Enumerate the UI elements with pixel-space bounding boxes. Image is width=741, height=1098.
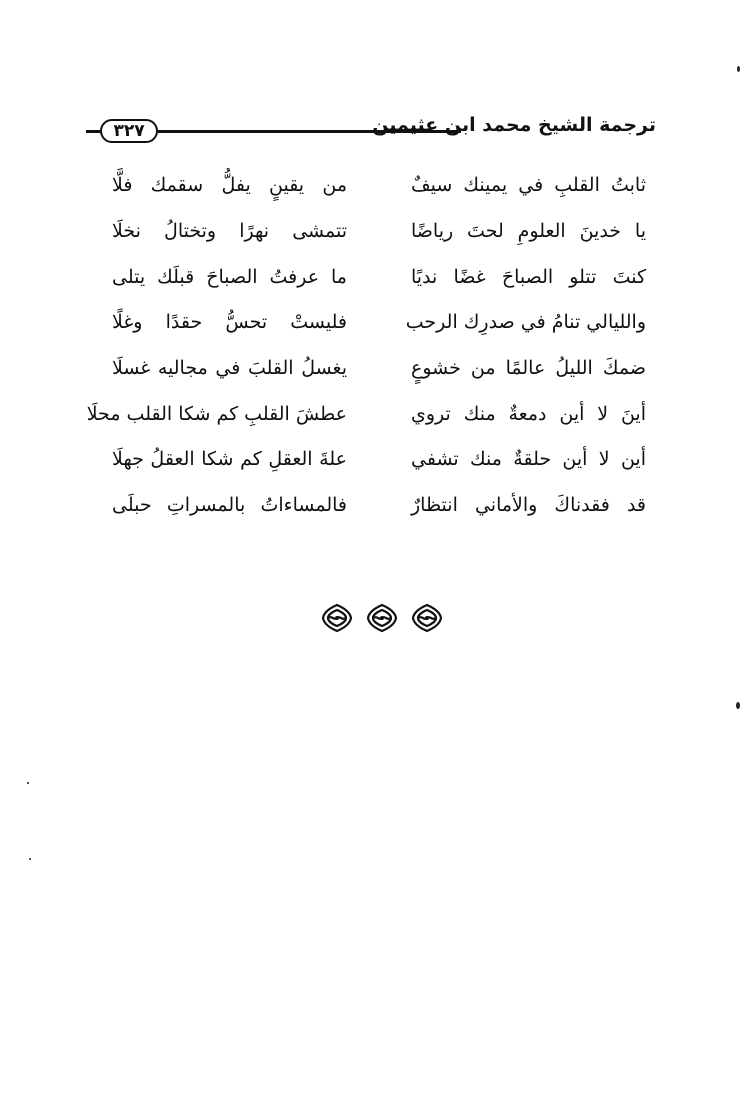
verse xyxy=(100,254,650,300)
header-rule-left xyxy=(86,130,100,133)
second-hemistich: عطشَ القلبِ كم شكا القلب محلَا xyxy=(86,402,347,425)
first-hemistich: يا خدينَ العلومِ لحتَ رياضًا xyxy=(411,220,646,243)
floral-ornament-icon xyxy=(320,603,354,633)
second-hemistich: ما عرفتُ الصباحَ قبلَك يتلى xyxy=(112,265,347,288)
page-header xyxy=(86,112,656,152)
page-number-text: ٣٢٧ xyxy=(113,121,145,141)
scan-speck xyxy=(737,66,740,72)
floral-ornament-icon xyxy=(365,603,399,633)
verse xyxy=(100,163,650,209)
first-hemistich: أينَ لا أين دمعةٌ منك تروي xyxy=(411,402,646,425)
verse xyxy=(100,483,650,529)
second-hemistich: علةَ العقلِ كم شكا العقلُ جهلَا xyxy=(112,448,347,471)
first-hemistich: كنتَ تتلو الصباحَ غضًا نديًا xyxy=(411,265,646,288)
verse xyxy=(100,437,650,483)
page-number xyxy=(100,119,158,143)
first-hemistich: ثابتُ القلبِ في يمينك سيفٌ xyxy=(411,174,646,197)
second-hemistich: تتمشى نهرًا وتختالُ نخلَا xyxy=(112,220,347,243)
verse xyxy=(100,209,650,255)
second-hemistich: فليستْ تحسُّ حقدًا وغلًا xyxy=(112,311,347,334)
scan-speck xyxy=(27,782,29,784)
verse xyxy=(100,300,650,346)
floral-ornament-icon xyxy=(410,603,444,633)
second-hemistich: يغسلُ القلبَ في مجاليه غسلَا xyxy=(112,357,347,380)
verse xyxy=(86,391,650,437)
verse xyxy=(100,346,650,392)
poem xyxy=(86,163,650,529)
second-hemistich: من يقينٍ يفلُّ سقمك فلَّا xyxy=(112,174,347,197)
first-hemistich: قد فقدناكَ والأماني انتظارٌ xyxy=(411,494,646,517)
running-title: ترجمة الشيخ محمد ابن عثيمين xyxy=(372,114,656,136)
scan-speck xyxy=(29,858,31,860)
first-hemistich: والليالي تنامُ في صدرِك الرحب xyxy=(405,311,646,334)
scan-speck xyxy=(736,702,740,709)
first-hemistich: ضمكَ الليلُ عالمًا من خشوعٍ xyxy=(411,357,646,380)
first-hemistich: أين لا أين حلقةٌ منك تشفي xyxy=(411,448,646,471)
section-ornaments xyxy=(320,603,444,633)
second-hemistich: فالمساءاتُ بالمسراتِ حبلَى xyxy=(112,494,347,517)
